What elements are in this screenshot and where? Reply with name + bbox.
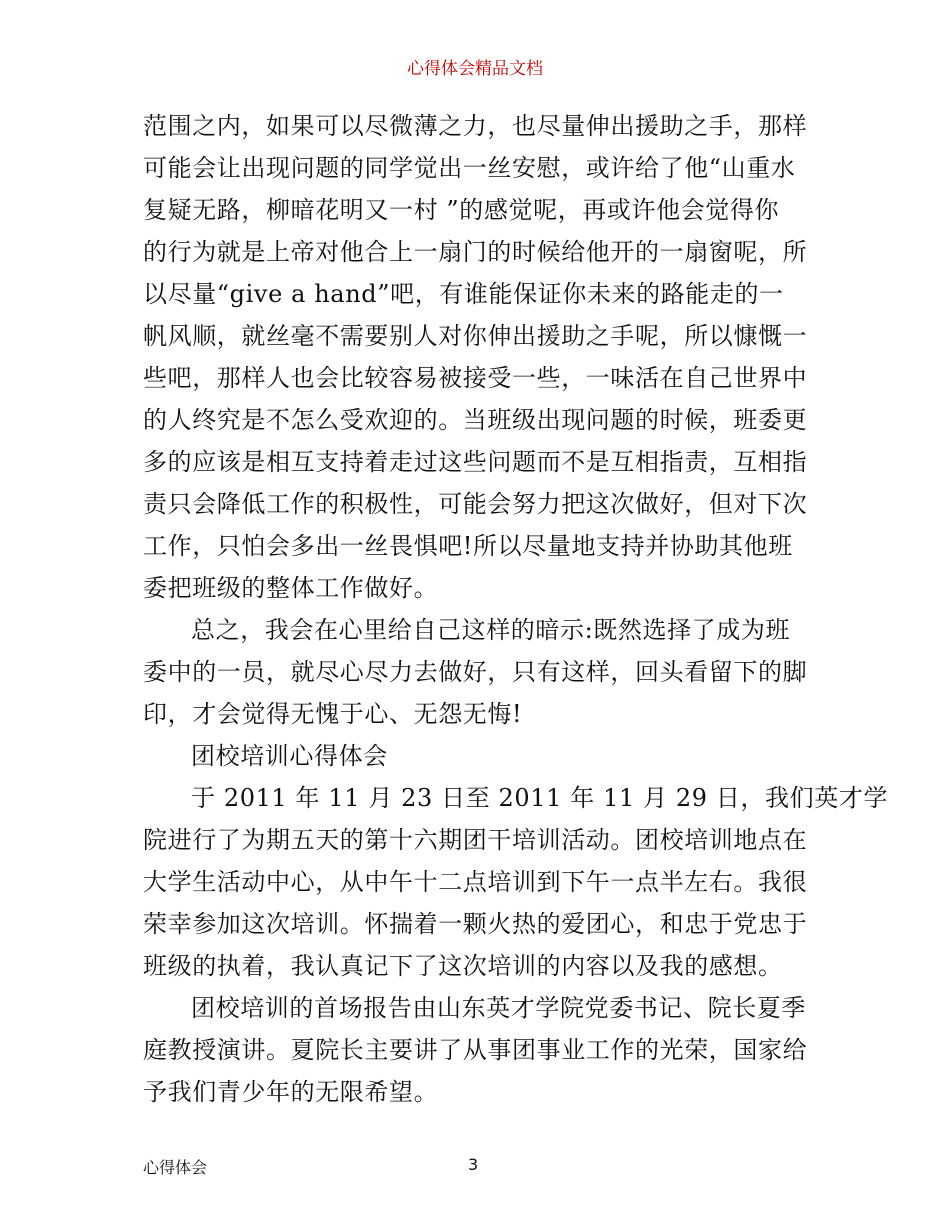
paragraph [143,609,813,735]
text-line: 委把班级的整体工作做好。 [143,574,439,602]
text-line: 些吧，那样人也会比较容易被接受一些，一味活在自己世界中 [143,364,808,392]
page-header: 心得体会精品文档 [407,59,543,79]
text-line: 范围之内，如果可以尽微薄之力，也尽量伸出援助之手，那样 [143,112,808,140]
text-line: 以尽量“give a hand”吧，有谁能保证你未来的路能走的一 [143,280,784,308]
text-line: 的人终究是不怎么受欢迎的。当班级出现问题的时候，班委更 [143,406,808,434]
text-line: 班级的执着，我认真记下了这次培训的内容以及我的感想。 [143,952,783,980]
paragraph [143,735,813,777]
page-number: 3 [468,1155,479,1174]
text-line: 团校培训的首场报告由山东英才学院党委书记、院长夏季 [191,994,806,1022]
text-line: 于 2011 年 11 月 23 日至 2011 年 11 月 29 日，我们英才学 [191,784,889,812]
text-line: 的行为就是上帝对他合上一扇门的时候给他开的一扇窗呢，所 [143,238,808,266]
text-line: 工作，只怕会多出一丝畏惧吧!所以尽量地支持并协助其他班 [143,532,793,560]
text-line: 多的应该是相互支持着走过这些问题而不是互相指责，互相指 [143,448,808,476]
text-line: 复疑无路，柳暗花明又一村 ”的感觉呢，再或许他会觉得你 [143,196,780,224]
text-line: 大学生活动中心，从中午十二点培训到下午一点半左右。我很 [143,868,808,896]
paragraph [143,777,889,987]
paragraph [143,987,813,1113]
footer-label: 心得体会 [143,1158,208,1177]
text-line: 院进行了为期五天的第十六期团干培训活动。团校培训地点在 [143,826,808,854]
paragraph [143,105,813,609]
text-line: 印，才会觉得无愧于心、无怨无悔! [143,700,523,728]
text-line: 责只会降低工作的积极性，可能会努力把这次做好，但对下次 [143,490,808,518]
text-line: 帆风顺，就丝毫不需要别人对你伸出援助之手呢，所以慷慨一 [143,322,808,350]
text-line: 团校培训心得体会 [191,742,388,770]
document-body [143,105,889,1113]
text-line: 荣幸参加这次培训。怀揣着一颗火热的爱团心，和忠于党忠于 [143,910,808,938]
text-line: 委中的一员，就尽心尽力去做好，只有这样，回头看留下的脚 [143,658,808,686]
text-line: 予我们青少年的无限希望。 [143,1078,439,1106]
text-line: 可能会让出现问题的同学觉出一丝安慰，或许给了他“山重水 [143,154,796,182]
text-line: 总之，我会在心里给自己这样的暗示:既然选择了成为班 [191,616,791,644]
text-line: 庭教授演讲。夏院长主要讲了从事团事业工作的光荣，国家给 [143,1036,808,1064]
